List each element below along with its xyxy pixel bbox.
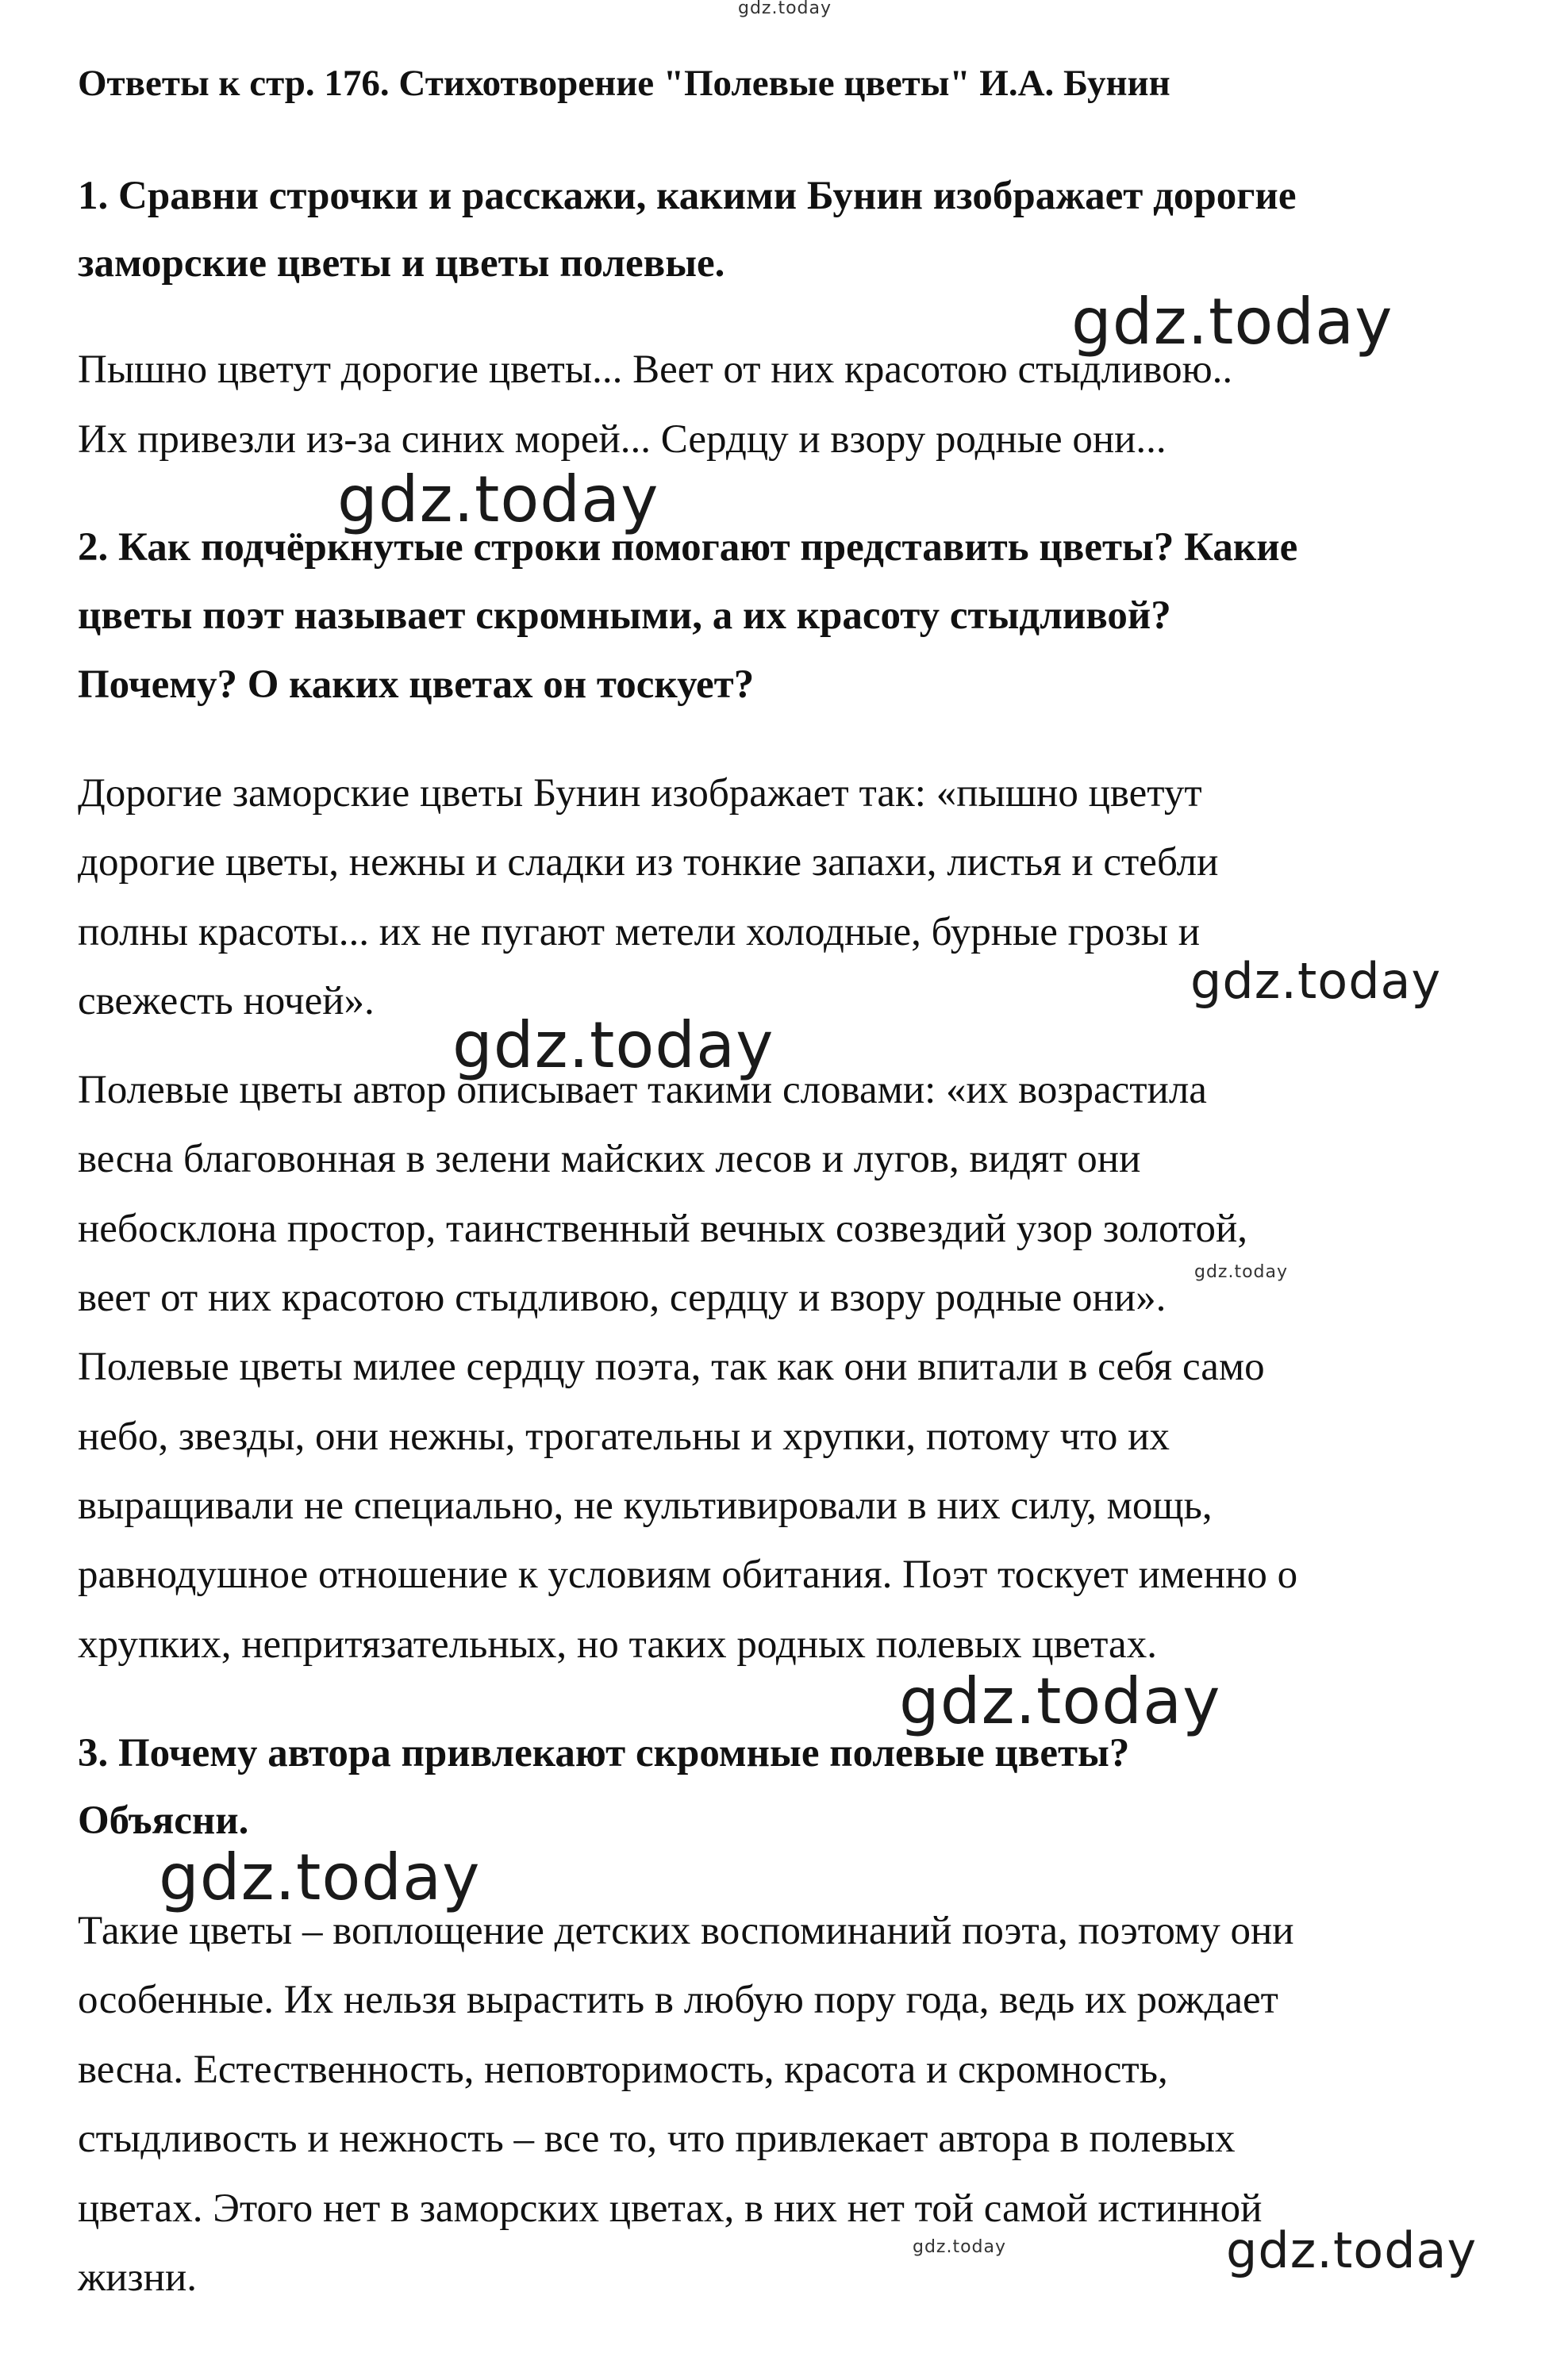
answer-2-line-2: дорогие цветы, нежны и сладки из тонкие запахи, листья и стебли <box>78 840 1219 885</box>
watermark-6: gdz.today <box>899 1664 1221 1738</box>
question-3-line-1: 3. Почему автора привлекают скромные полевые цветы? <box>78 1731 1130 1775</box>
answer-3-line-6: жизни. <box>78 2255 198 2300</box>
answer-3-line-1: Такие цветы – воплощение детских воспоминаний поэта, поэтому они <box>78 1909 1294 1953</box>
answer-2-line-5: Полевые цветы автор описывает такими словами: «их возрастила <box>78 1068 1207 1112</box>
watermark-5: gdz.today <box>1194 1262 1289 1282</box>
watermark-1: gdz.today <box>1071 285 1393 359</box>
question-1-line-2: заморские цветы и цветы полевые. <box>78 241 725 286</box>
answer-2-line-8: веет от них красотою стыдливою, сердцу и взору родные они». <box>78 1276 1167 1320</box>
answer-1-line-1: Пышно цветут дорогие цветы... Веет от них красотою стыдливою.. <box>78 347 1233 392</box>
answer-2-line-3: полны красоты... их не пугают метели холодные, бурные грозы и <box>78 910 1201 954</box>
watermark-7: gdz.today <box>159 1841 481 1914</box>
answer-2-line-1: Дорогие заморские цветы Бунин изображает так: «пышно цветут <box>78 771 1202 816</box>
watermark-3: gdz.today <box>1190 952 1442 1010</box>
watermark-9: gdz.today <box>1226 2221 1478 2279</box>
answer-2-line-9: Полевые цветы милее сердцу поэта, так как они впитали в себя само <box>78 1345 1265 1389</box>
question-2-line-2: цветы поэт называет скромными, а их красоту стыдливой? <box>78 593 1171 638</box>
question-1-line-1: 1. Сравни строчки и расскажи, какими Бунин изображает дорогие <box>78 174 1297 218</box>
answer-3-line-2: особенные. Их нельзя вырастить в любую пору года, ведь их рождает <box>78 1978 1278 2022</box>
answer-2-line-4: свежесть ночей». <box>78 979 375 1023</box>
answer-2-line-10: небо, звезды, они нежны, трогательны и хрупки, потому что их <box>78 1415 1170 1459</box>
watermark-2: gdz.today <box>337 463 659 536</box>
answer-3-line-3: весна. Естественность, неповторимость, красота и скромность, <box>78 2048 1168 2092</box>
answer-3-line-5: цветах. Этого нет в заморских цветах, в них нет той самой истинной <box>78 2186 1263 2231</box>
answer-2-line-7: небосклона простор, таинственный вечных созвездий узор золотой, <box>78 1207 1248 1251</box>
page-title: Ответы к стр. 176. Стихотворение "Полевые цветы" И.А. Бунин <box>78 63 1170 104</box>
answer-2-line-6: весна благовонная в зелени майских лесов и лугов, видят они <box>78 1137 1141 1181</box>
answer-3-line-4: стыдливость и нежность – все то, что привлекает автора в полевых <box>78 2117 1236 2161</box>
question-3-line-2: Объясни. <box>78 1798 249 1843</box>
answer-2-line-12: равнодушное отношение к условиям обитания. Поэт тоскует именно о <box>78 1553 1298 1597</box>
answer-2-line-11: выращивали не специально, не культивировали в них силу, мощь, <box>78 1484 1213 1528</box>
watermark-top: gdz.today <box>738 0 832 18</box>
answer-2-line-13: хрупких, непритязательных, но таких родных полевых цветах. <box>78 1622 1157 1667</box>
watermark-8: gdz.today <box>913 2237 1007 2257</box>
answer-1-line-2: Их привезли из-за синих морей... Сердцу и взору родные они... <box>78 417 1167 462</box>
watermark-4: gdz.today <box>452 1008 774 1082</box>
question-2-line-1: 2. Как подчёркнутые строки помогают представить цветы? Какие <box>78 525 1298 570</box>
question-2-line-3: Почему? О каких цветах он тоскует? <box>78 662 755 707</box>
